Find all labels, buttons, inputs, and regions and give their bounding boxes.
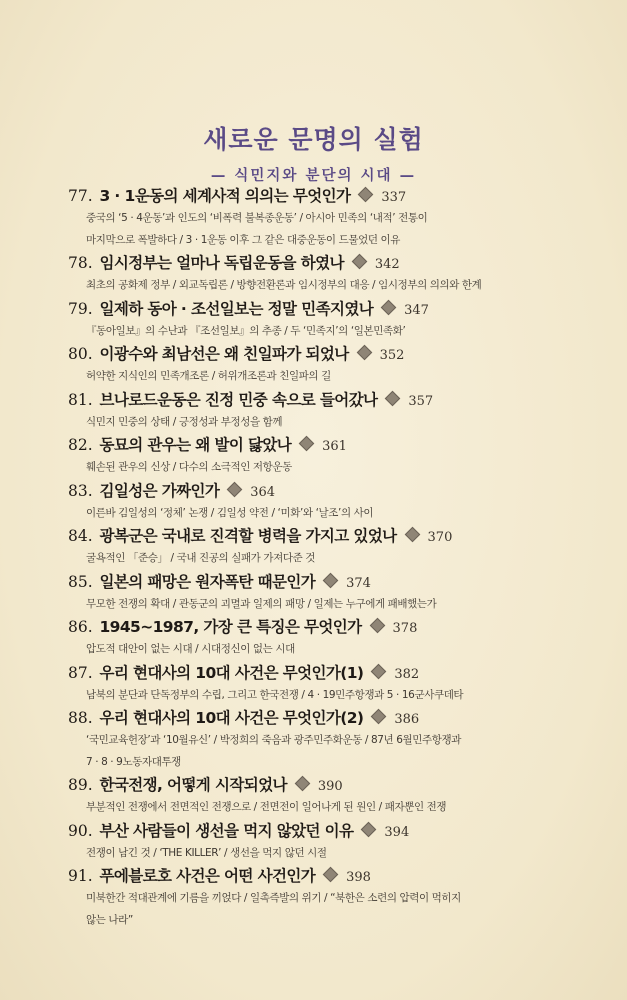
toc-entry	[68, 297, 608, 343]
toc-entry-number: 83.	[68, 481, 93, 500]
diamond-bullet-icon	[299, 436, 315, 452]
toc-entry-page-number: 357	[408, 393, 434, 409]
toc-entry-page-number: 337	[381, 190, 407, 205]
toc-entry-page-number: 364	[250, 484, 276, 500]
diamond-bullet-icon	[352, 254, 368, 270]
diamond-bullet-icon	[356, 345, 372, 361]
toc-entry-heading	[68, 479, 608, 503]
toc-entry-description: 중국의 ‘5 · 4운동’과 인도의 ‘비폭력 불복종운동’ / 아시아 민족의 ‘내적’ 전통이	[86, 212, 428, 224]
toc-entry-title	[68, 524, 397, 548]
toc-entry-title	[68, 864, 315, 888]
toc-entry-heading	[68, 706, 608, 730]
toc-entry	[68, 615, 608, 661]
toc-entry	[68, 706, 608, 773]
toc-entry-title	[68, 706, 363, 730]
toc-entry-number: 84.	[68, 527, 93, 545]
toc-entry-title	[68, 342, 349, 366]
toc-entry-title-text: 이광수와 최남선은 왜 친일파가 되었나	[99, 345, 349, 363]
toc-entry-title-text: 푸에블로호 사건은 어떤 사건인가	[99, 867, 316, 885]
toc-entry-description: 마지막으로 폭발하다 / 3 · 1운동 이후 그 같은 대중운동이 드물었던 이유	[86, 233, 401, 246]
toc-entry-heading	[68, 184, 608, 208]
toc-entry-number: 78.	[68, 254, 93, 272]
diamond-bullet-icon	[385, 390, 401, 406]
toc-entry	[68, 864, 608, 931]
diamond-bullet-icon	[323, 572, 339, 588]
toc-entry	[68, 433, 608, 479]
toc-entry-heading	[68, 819, 608, 843]
toc-entry	[68, 251, 608, 297]
toc-entry-title	[68, 773, 287, 797]
toc-entry-number: 82.	[68, 436, 93, 454]
toc-entry-title	[68, 661, 363, 685]
toc-entry-page-number: 398	[346, 870, 371, 885]
toc-entry-page-number: 394	[384, 824, 410, 840]
toc-entry-title	[68, 251, 344, 275]
toc-entry-title	[68, 570, 315, 594]
chapter-subtitle: — 식민지와 분단의 시대 —	[210, 168, 417, 184]
toc-entry-title	[68, 297, 373, 321]
toc-entry-page-number: 370	[427, 530, 453, 545]
toc-entry	[68, 479, 608, 525]
toc-entry-number: 88.	[68, 709, 93, 727]
toc-entry-page-number: 347	[404, 302, 429, 318]
toc-entry-description: 7 · 8 · 9노동자대투쟁	[86, 755, 181, 768]
toc-entry-description: 『동아일보』의 수난과 『조선일보』의 추종 / 두 ‘민족지’의 ‘일본민족화’	[86, 324, 406, 337]
diamond-bullet-icon	[371, 663, 387, 679]
toc-entry-heading	[68, 342, 608, 366]
toc-entry-description: 부분적인 전쟁에서 전면적인 전쟁으로 / 전면전이 일어나게 된 원인 / 패자뿐인 전쟁	[86, 801, 447, 813]
toc-entry	[68, 342, 608, 388]
toc-entry-description: 미북한간 적대관계에 기름을 끼얹다 / 일촉즉발의 위기 / “북한은 소련의 압력이 먹히지	[86, 892, 461, 904]
toc-entry	[68, 184, 608, 251]
toc-entry-title-text: 1945~1987, 가장 큰 특징은 무엇인가	[99, 618, 362, 636]
toc-entry-number: 89.	[68, 776, 93, 794]
toc-entry-description: 압도적 대안이 없는 시대 / 시대정신이 없는 시대	[86, 643, 295, 655]
table-of-contents	[68, 184, 608, 931]
toc-entry-heading	[68, 864, 608, 888]
toc-entry-description: 않는 나라”	[86, 913, 133, 926]
toc-entry-heading	[68, 570, 608, 594]
toc-entry-heading	[68, 433, 608, 457]
toc-entry-page-number: 378	[392, 621, 418, 636]
toc-entry-title-text: 우리 현대사의 10대 사건은 무엇인가(2)	[99, 709, 364, 727]
toc-entry-description: 식민지 민중의 상태 / 긍정성과 부정성을 함께	[86, 415, 283, 428]
toc-entry-number: 91.	[68, 867, 93, 885]
toc-entry-title-text: 한국전쟁, 어떻게 시작되었나	[99, 776, 287, 794]
diamond-bullet-icon	[381, 299, 397, 315]
diamond-bullet-icon	[295, 776, 311, 792]
toc-entry-title	[68, 819, 353, 843]
diamond-bullet-icon	[371, 709, 387, 725]
toc-entry-page-number: 352	[379, 348, 405, 363]
toc-entry-description: 이른바 김일성의 ‘정체’ 논쟁 / 김일성 약전 / ‘미화’와 ‘날조’의 사이	[86, 506, 374, 519]
toc-entry-number: 79.	[68, 299, 93, 318]
toc-entry	[68, 819, 608, 865]
toc-entry-description: 굴욕적인 「준승」 / 국내 진공의 실패가 가져다준 것	[86, 552, 316, 564]
toc-entry-title-text: 부산 사람들이 생선을 먹지 않았던 이유	[99, 821, 354, 840]
toc-entry-description: 전쟁이 남긴 것 / ‘THE KILLER’ / 생선을 먹지 않던 시절	[86, 846, 327, 859]
toc-entry	[68, 388, 608, 434]
toc-entry-page-number: 390	[317, 779, 343, 794]
toc-entry	[68, 773, 608, 819]
toc-entry-title-text: 광복군은 국내로 진격할 병력을 가지고 있었나	[99, 527, 397, 545]
toc-entry-page-number: 374	[346, 575, 371, 591]
diamond-bullet-icon	[358, 187, 374, 203]
toc-entry-title-text: 일제하 동아 · 조선일보는 정말 민족지였나	[99, 299, 374, 318]
toc-entry-heading	[68, 297, 608, 321]
toc-entry-title-text: 임시정부는 얼마나 독립운동을 하였나	[99, 254, 344, 272]
chapter-title: 새로운 문명의 실험	[203, 125, 424, 154]
diamond-bullet-icon	[227, 481, 243, 497]
toc-entry-page-number: 342	[374, 257, 400, 272]
toc-entry-heading	[68, 661, 608, 685]
toc-entry	[68, 524, 608, 570]
toc-entry-title-text: 브나로드운동은 진정 민중 속으로 들어갔나	[99, 390, 378, 409]
diamond-bullet-icon	[361, 821, 377, 837]
toc-entry-description: 훼손된 관우의 신상 / 다수의 소극적인 저항운동	[86, 461, 292, 473]
toc-entry-heading	[68, 251, 608, 275]
toc-entry-title-text: 일본의 패망은 원자폭탄 때문인가	[99, 572, 316, 591]
toc-entry-page-number: 382	[394, 666, 420, 682]
toc-entry-number: 77.	[68, 187, 93, 205]
toc-entry-title-text: 우리 현대사의 10대 사건은 무엇인가(1)	[99, 663, 364, 682]
toc-entry-description: 남북의 분단과 단독정부의 수립, 그리고 한국전쟁 / 4 · 19민주항쟁과 5 · 16군사쿠데타	[86, 688, 464, 701]
diamond-bullet-icon	[323, 867, 339, 883]
toc-entry-title	[68, 479, 219, 503]
toc-entry-page-number: 386	[394, 712, 420, 727]
toc-entry-title	[68, 433, 291, 457]
toc-entry	[68, 570, 608, 616]
toc-entry-title-text: 3 · 1운동의 세계사적 의의는 무엇인가	[99, 187, 351, 205]
diamond-bullet-icon	[404, 527, 420, 543]
toc-entry-title-text: 동묘의 관우는 왜 발이 닳았나	[99, 436, 292, 454]
toc-entry-number: 87.	[68, 663, 93, 682]
toc-entry-heading	[68, 615, 608, 639]
diamond-bullet-icon	[369, 618, 385, 634]
toc-entry-title	[68, 615, 362, 639]
toc-entry-description: ‘국민교육헌장’과 ‘10월유신’ / 박정희의 죽음과 광주민주화운동 / 87년 6월민주항쟁과	[86, 734, 461, 746]
toc-entry-page-number: 361	[322, 439, 347, 454]
toc-entry-title	[68, 388, 377, 412]
toc-entry-number: 86.	[68, 618, 93, 636]
toc-entry-number: 80.	[68, 345, 93, 363]
toc-entry-heading	[68, 773, 608, 797]
toc-entry-number: 85.	[68, 572, 93, 591]
toc-entry-heading	[68, 388, 608, 412]
chapter-header	[0, 120, 627, 185]
toc-entry-title	[68, 184, 350, 208]
toc-entry-description: 무모한 전쟁의 확대 / 관동군의 괴멸과 일제의 패망 / 일제는 누구에게 패배했는가	[86, 597, 437, 610]
toc-entry-title-text: 김일성은 가짜인가	[99, 481, 220, 500]
toc-entry-number: 81.	[68, 390, 93, 409]
toc-entry-description: 최초의 공화제 정부 / 외교독립론 / 방향전환론과 임시정부의 대응 / 임시정부의 의의와 한계	[86, 279, 482, 291]
toc-entry-number: 90.	[68, 821, 93, 840]
toc-entry-description: 허약한 지식인의 민족개조론 / 허위개조론과 친일파의 길	[86, 370, 331, 382]
toc-entry-heading	[68, 524, 608, 548]
toc-entry	[68, 661, 608, 707]
